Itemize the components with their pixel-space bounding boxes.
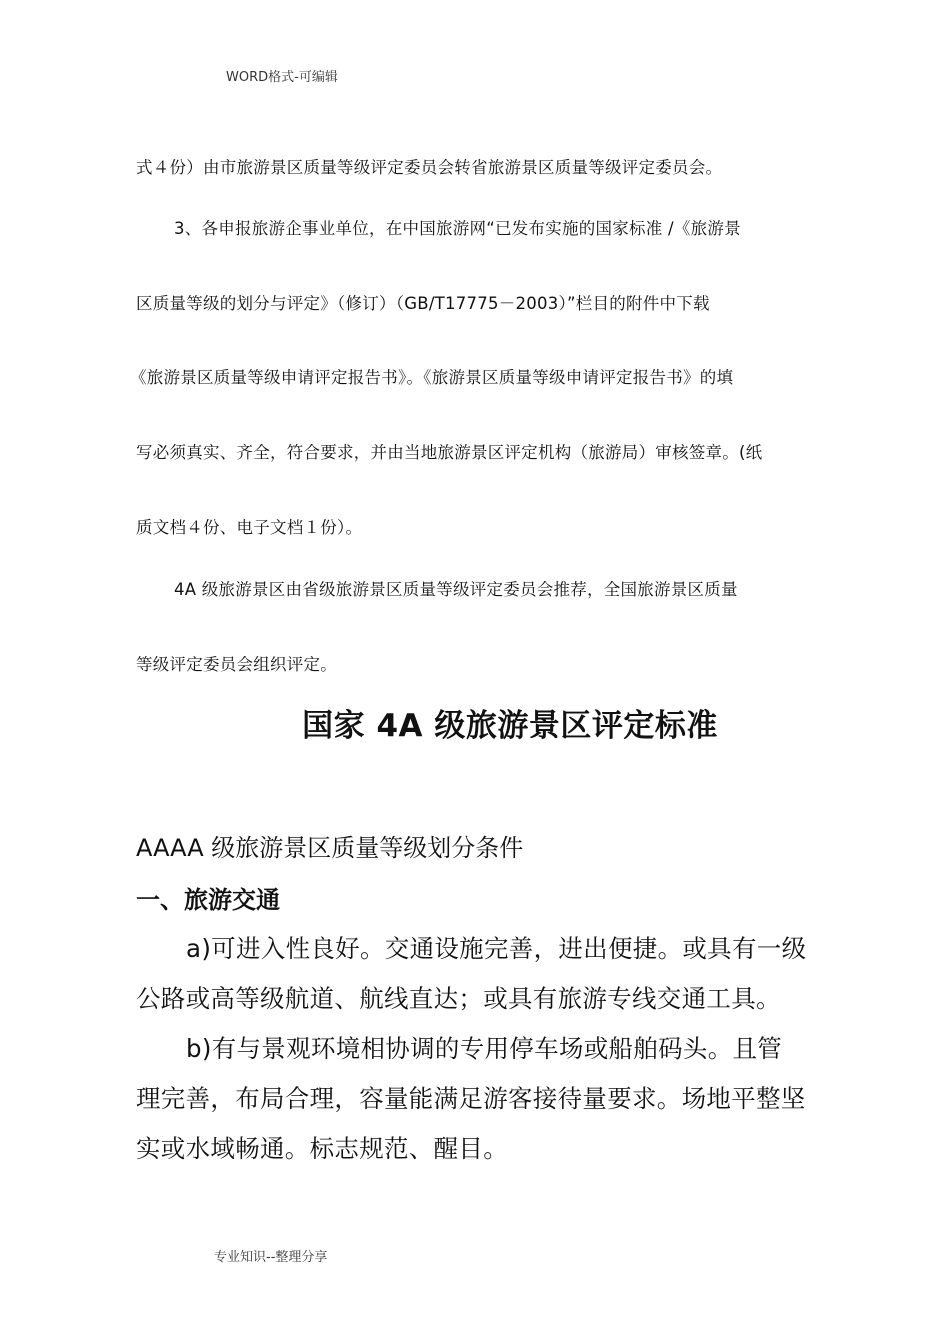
para2-line: 《旅游景区质量等级申请评定报告书》。《旅游景区质量等级申请评定报告书》的填 xyxy=(130,368,734,387)
section-heading: 一、旅游交通 xyxy=(136,886,280,914)
item-a-line: a)可进入性良好。交通设施完善，进出便捷。或具有一级 xyxy=(186,934,807,963)
para3-line: 4A 级旅游景区由省级旅游景区质量等级评定委员会推荐，全国旅游景区质量 xyxy=(174,580,738,599)
item-b-line: 理完善，布局合理，容量能满足游客接待量要求。场地平整坚 xyxy=(136,1084,806,1113)
para2-line: 写必须真实、齐全，符合要求，并由当地旅游景区评定机构（旅游局）审核签章。(纸 xyxy=(136,443,763,462)
doc-subtitle: AAAA 级旅游景区质量等级划分条件 xyxy=(136,834,524,862)
item-b-line: 实或水域畅通。标志规范、醒目。 xyxy=(136,1134,508,1163)
page-header: WORD格式-可编辑 xyxy=(226,70,338,85)
para2-line: 区质量等级的划分与评定》（修订）（GB/T17775－2003）”栏目的附件中下载 xyxy=(136,294,710,313)
page-footer: 专业知识--整理分享 xyxy=(214,1250,328,1265)
doc-title: 国家 4A 级旅游景区评定标准 xyxy=(302,708,718,744)
para3-line: 等级评定委员会组织评定。 xyxy=(136,655,337,674)
item-a-line: 公路或高等级航道、航线直达；或具有旅游专线交通工具。 xyxy=(136,984,781,1013)
para2-line: 质文档４份、电子文档１份）。 xyxy=(136,518,363,537)
item-b-line: b)有与景观环境相协调的专用停车场或船舶码头。且管 xyxy=(186,1034,783,1063)
para1-line: 式４份）由市旅游景区质量等级评定委员会转省旅游景区质量等级评定委员会。 xyxy=(136,158,723,177)
para2-line: 3、各申报旅游企事业单位，在中国旅游网“已发布实施的国家标准 /《旅游景 xyxy=(174,219,741,238)
